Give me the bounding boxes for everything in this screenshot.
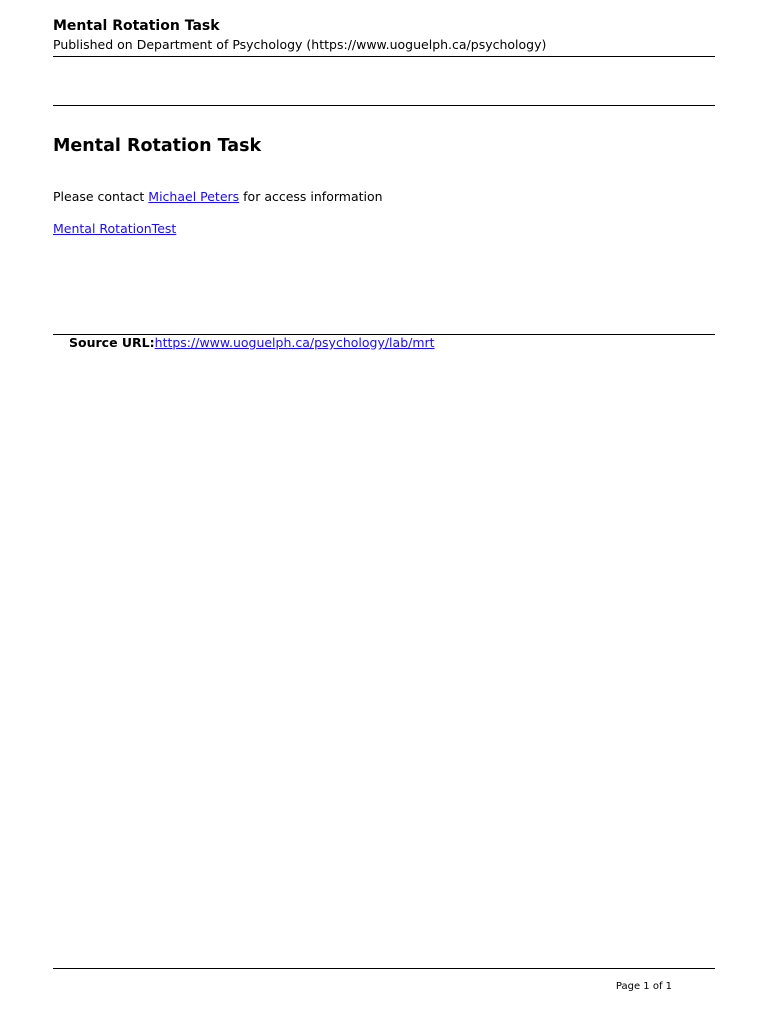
page-number: Page 1 of 1 — [615, 981, 672, 992]
contact-paragraph — [53, 189, 383, 204]
published-on-line: Published on Department of Psychology (https://www.uoguelph.ca/psychology) — [53, 37, 547, 52]
michael-peters-link[interactable]: Michael Peters — [148, 189, 240, 204]
source-url-row — [69, 335, 435, 350]
contact-suffix-text: for access information — [239, 189, 383, 204]
mental-rotation-test-link[interactable]: Mental RotationTest — [53, 221, 177, 236]
test-link-paragraph — [53, 221, 176, 236]
content-top-divider — [53, 105, 715, 106]
source-url-label: Source URL: — [69, 335, 155, 350]
contact-prefix-text: Please contact — [53, 189, 149, 204]
page-title: Mental Rotation Task — [53, 136, 262, 156]
document-header-title: Mental Rotation Task — [53, 18, 220, 34]
footer-divider — [53, 968, 715, 969]
source-url-link[interactable]: https://www.uoguelph.ca/psychology/lab/mrt — [154, 335, 435, 350]
header-divider — [53, 56, 715, 57]
